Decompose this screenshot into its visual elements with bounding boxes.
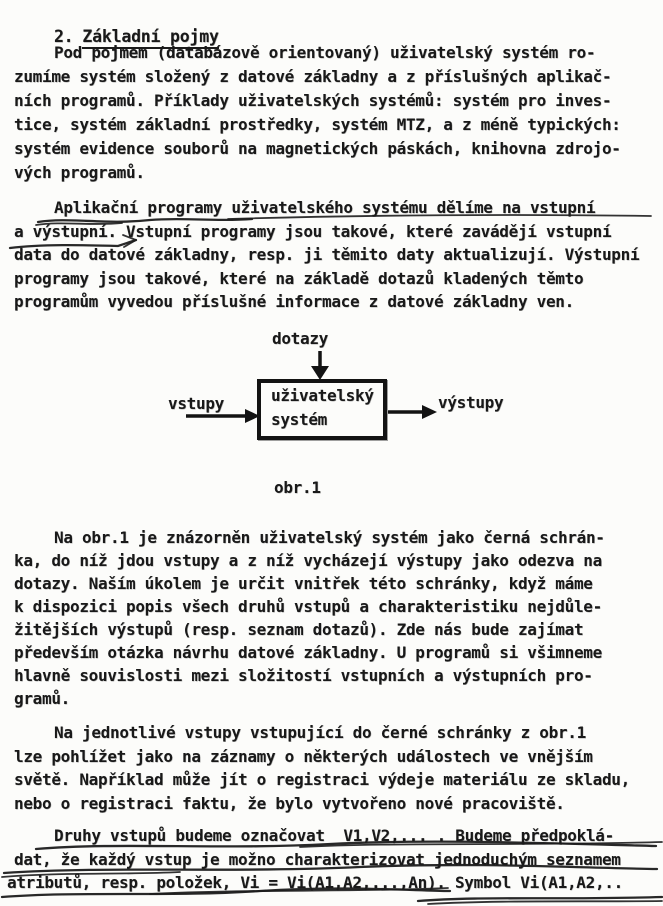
text-line: a výstupní. Vstupní programy jsou takové, které zavádějí vstupní (14, 221, 612, 241)
arrow-down-dotazy (311, 351, 329, 380)
text-line: vých programů. (14, 163, 145, 182)
text-line: především otázka návrhu datové základny. U programů si všimneme (14, 643, 602, 662)
text-line: tice, systém základní prostředky, systém MTZ, a z méně typických: (14, 115, 621, 134)
section-title: Základní pojmy (82, 27, 218, 49)
text-line: gramů. (14, 689, 70, 708)
text-line: dotazy. Naším úkolem je určit vnitřek této schránky, když máme (14, 574, 593, 593)
text-line: atributů, resp. položek, Vi = Vi(A1,A2,...,An). Symbol Vi(A1,A2,.. (7, 873, 623, 892)
paragraph-4 (14, 721, 663, 815)
text-line: Druhy vstupů budeme označovat V1,V2,... . Budeme předpoklá- (54, 826, 614, 845)
text-line: programům vyvedou příslušné informace z datové základny ven. (14, 292, 574, 311)
text-line: systém evidence souborů na magnetických páskách, knihovna zdrojo- (14, 139, 621, 158)
paragraph-2 (14, 196, 663, 314)
paragraph-1 (14, 41, 663, 185)
figure-system-box (257, 379, 387, 440)
text-line: dat, že každý vstup je možno charakterizovat jednoduchým seznamem (14, 849, 621, 869)
text-line: k dispozici popis všech druhů vstupů a charakteristiku nejdůle- (14, 597, 602, 616)
section-number: 2. (53, 27, 74, 46)
figure-right-label: výstupy (438, 393, 504, 412)
text-line: hlavně souvislosti mezi složitostí vstupních a výstupních pro- (14, 666, 593, 685)
figure-box-label: uživatelský (271, 386, 374, 405)
text-line: žitějších výstupů (resp. seznam dotazů). Zde nás bude zajímat (14, 620, 584, 639)
text-line: světě. Například může jít o registraci výdeje materiálu ze skladu, (14, 770, 630, 789)
figure-left-label: vstupy (168, 394, 224, 413)
text-line: ních programů. Příklady uživatelských systémů: systém pro inves- (14, 91, 612, 110)
text-line: zumíme systém složený z datové základny a z příslušných aplikač- (14, 67, 612, 86)
text-line: Aplikační programy uživatelského systému dělíme na vstupní (54, 198, 596, 217)
paragraph-5 (7, 824, 663, 895)
paragraph-3 (14, 526, 663, 710)
figure-top-label: dotazy (272, 329, 328, 348)
text-line: Na obr.1 je znázorněn uživatelský systém jako černá schrán- (54, 528, 605, 547)
text-line: Na jednotlivé vstupy vstupující do černé schránky z obr.1 (54, 723, 586, 742)
text-line: Pod pojmem (databázově orientovaný) uživatelský systém ro- (54, 43, 596, 62)
text-line: lze pohlížet jako na záznamy o některých událostech ve vnějším (14, 746, 593, 766)
figure-caption: obr.1 (274, 478, 321, 497)
arrow-right-vystupy (388, 405, 437, 419)
text-line: data do datové základny, resp. ji těmito daty aktualizují. Výstupní (14, 245, 640, 264)
text-line: ka, do níž jdou vstupy a z níž vycházejí výstupy jako odezva na (14, 551, 602, 570)
text-line: nebo o registraci faktu, že bylo vytvořeno nové pracoviště. (14, 793, 565, 813)
figure-box-label: systém (271, 410, 327, 429)
text-line: programy jsou takové, které na základě dotazů kladených těmto (14, 268, 584, 288)
